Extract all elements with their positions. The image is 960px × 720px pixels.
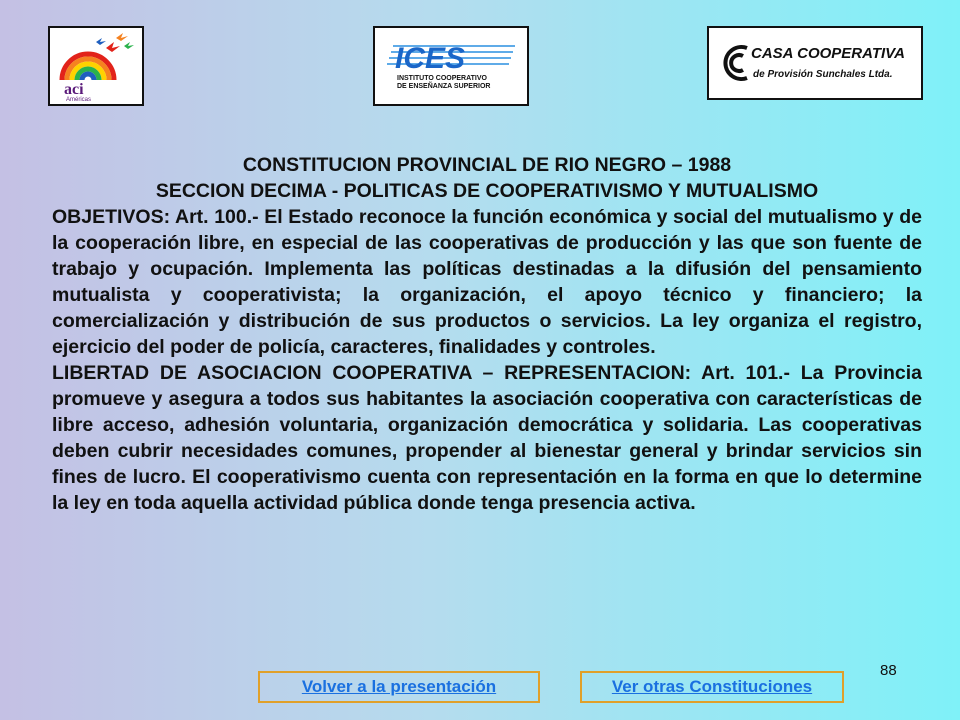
casa-cooperativa-logo-icon (709, 28, 921, 98)
aci-rainbow-dove-icon (50, 28, 142, 104)
svg-text:ICES: ICES (395, 42, 466, 75)
section-title: SECCION DECIMA - POLITICAS DE COOPERATIVISMO Y MUTUALISMO (155, 180, 819, 202)
casa-cooperativa-logo (707, 26, 923, 100)
svg-text:INSTITUTO COOPERATIVO: INSTITUTO COOPERATIVO (397, 75, 487, 82)
ices-logo-icon (375, 28, 527, 104)
svg-text:Américas: Américas (66, 97, 92, 103)
ices-logo (373, 26, 529, 106)
article-101-paragraph: LIBERTAD DE ASOCIACION COOPERATIVA – REPRESENTACION: Art. 101.- La Provincia promueve y asegura a todos sus habitantes la asociación cooperativa con características de libre acceso, adhesión voluntaria, organización democrática y solidaria. Las cooperativas deben cubrir necesidades comunes, propender al bienestar general y brindar servicios sin fines de lucro. El cooperativismo cuenta con representación en la forma en que lo determine la ley en toda aquella actividad pública donde tenga presencia activa. (52, 362, 922, 514)
back-to-presentation-link[interactable]: Volver a la presentación (258, 671, 540, 703)
svg-text:CASA COOPERATIVA: CASA COOPERATIVA (751, 45, 905, 62)
other-constitutions-link[interactable]: Ver otras Constituciones (580, 671, 844, 703)
svg-text:aci: aci (64, 81, 84, 98)
document-body (52, 152, 922, 516)
document-title: CONSTITUCION PROVINCIAL DE RIO NEGRO – 1988 (242, 154, 732, 176)
aci-logo (48, 26, 144, 106)
svg-text:de Provisión Sunchales Ltda.: de Provisión Sunchales Ltda. (753, 69, 893, 80)
page-number: 88 (880, 662, 897, 679)
svg-text:DE ENSEÑANZA SUPERIOR: DE ENSEÑANZA SUPERIOR (397, 83, 491, 90)
article-100-paragraph: OBJETIVOS: Art. 100.- El Estado reconoce la función económica y social del mutualismo y de la cooperación libre, en especial de las cooperativas de producción y las que son fuente de trabajo y ocupación. Implementa las políticas destinadas a la difusión del pensamiento mutualista y cooperativista; la organización, el apoyo técnico y financiero; la comercialización y distribución de sus productos o servicios. La ley organiza el registro, ejercicio del poder de policía, caracteres, finalidades y controles. (52, 206, 922, 358)
